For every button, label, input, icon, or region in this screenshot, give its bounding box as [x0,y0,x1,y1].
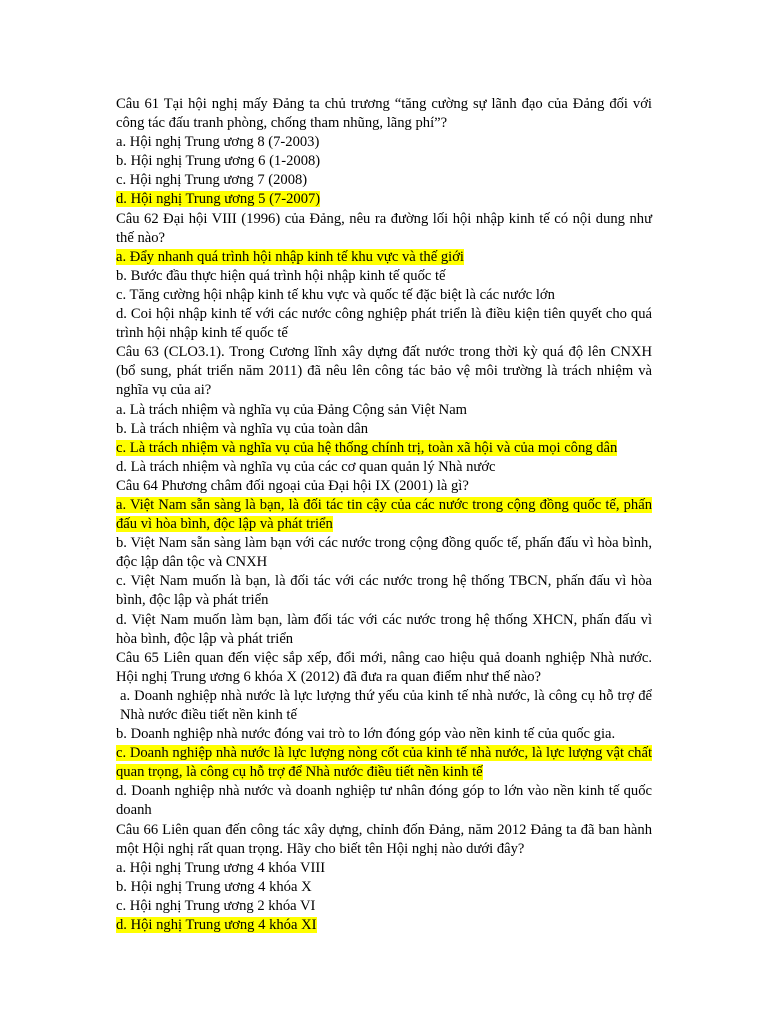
question-stem: Câu 61 Tại hội nghị mấy Đảng ta chủ trương “tăng cường sự lãnh đạo của Đảng đối với công tác đấu tranh phòng, chống tham nhũng, lãng phí”? [116,96,652,132]
option-a: a. Là trách nhiệm và nghĩa vụ của Đảng Cộng sản Việt Nam [116,401,468,418]
option-d-correct-answer: d. Hội nghị Trung ương 5 (7-2007) [116,191,321,208]
option-a: a. Doanh nghiệp nhà nước là lực lượng thứ yếu của kinh tế nhà nước, là công cụ hỗ trợ để Nhà nước điều tiết nền kinh tế [120,687,652,723]
question-stem: Câu 66 Liên quan đến công tác xây dựng, chỉnh đốn Đảng, năm 2012 Đảng ta đã ban hành một Hội nghị rất quan trọng. Hãy cho biết tên Hội nghị nào dưới đây? [116,821,652,857]
option-a: a. Hội nghị Trung ương 8 (7-2003) [116,134,320,151]
option-d: d. Doanh nghiệp nhà nước và doanh nghiệp tư nhân đóng góp to lớn vào nền kinh tế quốc doanh [116,783,652,819]
document-page [116,95,652,935]
option-c: c. Việt Nam muốn là bạn, là đối tác với các nước trong hệ thống TBCN, phấn đấu vì hòa bình, độc lập và phát triển [116,573,652,609]
question-64 [116,477,652,649]
question-stem: Câu 64 Phương châm đối ngoại của Đại hội IX (2001) là gì? [116,477,469,494]
option-d: d. Coi hội nhập kinh tế với các nước công nghiệp phát triển là điều kiện tiên quyết cho quá trình hội nhập kinh tế quốc tế [116,306,652,342]
option-b: b. Bước đầu thực hiện quá trình hội nhập kinh tế quốc tế [116,267,446,284]
option-c-correct-answer: c. Là trách nhiệm và nghĩa vụ của hệ thống chính trị, toàn xã hội và của mọi công dân [116,439,618,456]
question-stem: Câu 65 Liên quan đến việc sắp xếp, đổi mới, nâng cao hiệu quả doanh nghiệp Nhà nước. Hội nghị Trung ương 6 khóa X (2012) đã đưa ra quan điểm như thế nào? [116,649,652,685]
option-a-correct-answer: a. Việt Nam sẵn sàng là bạn, là đối tác tin cậy của các nước trong cộng đồng quốc tế, phấn đấu vì hòa bình, độc lập và phát triển [116,496,652,533]
option-a: a. Hội nghị Trung ương 4 khóa VIII [116,859,326,876]
question-63 [116,343,652,477]
question-65 [116,649,652,821]
option-c-correct-answer: c. Doanh nghiệp nhà nước là lực lượng nòng cốt của kinh tế nhà nước, là lực lượng vật chất quan trọng, là công cụ hỗ trợ để Nhà nước điều tiết nền kinh tế [116,745,652,781]
option-b: b. Hội nghị Trung ương 4 khóa X [116,878,312,895]
option-b: b. Việt Nam sẵn sàng làm bạn với các nước trong cộng đồng quốc tế, phấn đấu vì hòa bình, độc lập dân tộc và CNXH [116,535,652,571]
option-a-correct-answer: a. Đẩy nhanh quá trình hội nhập kinh tế khu vực và thế giới [116,248,464,265]
option-d: d. Là trách nhiệm và nghĩa vụ của các cơ quan quản lý Nhà nước [116,458,496,475]
option-d: d. Việt Nam muốn làm bạn, làm đối tác với các nước trong hệ thống XHCN, phấn đấu vì hòa bình, độc lập và phát triển [116,611,652,647]
option-b: b. Doanh nghiệp nhà nước đóng vai trò to lớn đóng góp vào nền kinh tế của quốc gia. [116,726,616,743]
option-c: c. Hội nghị Trung ương 2 khóa VI [116,897,316,914]
option-c: c. Hội nghị Trung ương 7 (2008) [116,172,308,189]
option-b: b. Là trách nhiệm và nghĩa vụ của toàn dân [116,420,369,437]
option-c: c. Tăng cường hội nhập kinh tế khu vực và quốc tế đặc biệt là các nước lớn [116,286,555,303]
question-stem: Câu 62 Đại hội VIII (1996) của Đảng, nêu ra đường lối hội nhập kinh tế có nội dung như thế nào? [116,210,652,246]
question-61 [116,95,652,210]
option-b: b. Hội nghị Trung ương 6 (1-2008) [116,153,321,170]
question-stem: Câu 63 (CLO3.1). Trong Cương lĩnh xây dựng đất nước trong thời kỳ quá độ lên CNXH (bổ sung, phát triển năm 2011) đã nêu lên công tác bảo vệ môi trường là trách nhiệm và nghĩa vụ của ai? [116,344,652,399]
question-66 [116,821,652,936]
question-62 [116,210,652,344]
option-d-correct-answer: d. Hội nghị Trung ương 4 khóa XI [116,917,317,934]
